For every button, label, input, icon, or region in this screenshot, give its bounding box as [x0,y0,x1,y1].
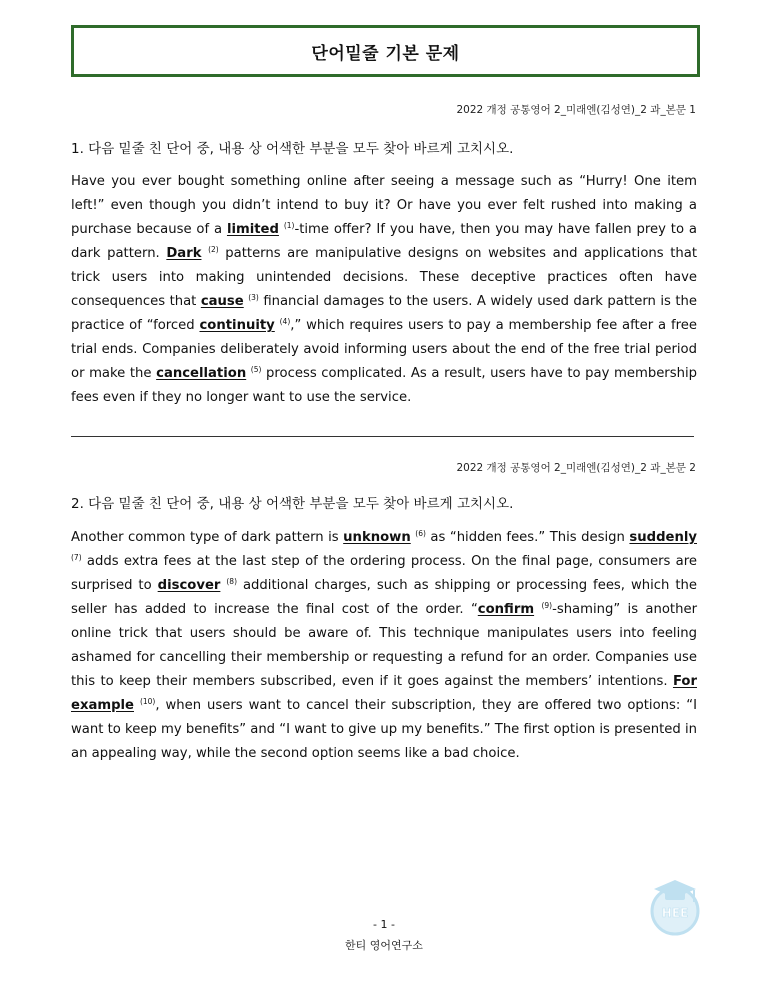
passage-text: as “hidden fees.” This design [425,530,630,545]
footer-label: 한티 영어연구소 [345,939,423,952]
passage-text: adds extra fees at the last step of the ordering process. On the final page, consumers are surprised to [71,554,697,593]
underlined-word-9: confirm [477,602,535,617]
page-number: - 1 - [373,918,395,931]
logo-text: HEE [661,906,689,920]
worksheet-title-text: 단어밑줄 기본 문제 [311,43,460,64]
passage-text: additional charges, such as shipping or processing fees, which the seller has added to increase the final cost of the order. “ [71,578,697,617]
underlined-word-4: continuity [199,318,275,333]
blank-number-8: (8) [226,577,237,586]
source-label-1: 2022 개정 공통영어 2_미래엔(김성연)_2 과_본문 1 [456,104,696,116]
blank-number-1: (1) [283,221,295,230]
passage-1 [71,170,697,410]
passage-text: -time offer? If you have, then you may have fallen prey to a dark pattern. [71,222,697,261]
blank-number-3: (3) [248,293,259,302]
passage-text: Another common type of dark pattern is [71,530,344,545]
passage-text: process complicated. As a result, users have to pay membership fees even if they no longer want to use the service. [71,366,697,405]
blank-number-5: (5) [250,365,262,374]
underlined-word-10: For example [71,674,697,713]
section-divider [71,436,694,437]
passage-text: patterns are manipulative designs on websites and applications that trick users into making unintended decisions. These deceptive practices often have consequences that [71,246,698,309]
underlined-word-6: unknown [343,530,411,545]
source-label-2: 2022 개정 공통영어 2_미래엔(김성연)_2 과_본문 2 [456,462,696,474]
underlined-word-2: Dark [166,246,202,261]
passage-text: , when users want to cancel their subscription, they are offered two options: “I want to keep my benefits” and “I want to give up my benefits.” The first option is presented in an appealing way, while the second option seems like a bad choice. [71,698,697,761]
blank-number-9: (9) [541,601,553,610]
passage-text: ,” which requires users to pay a membership fee after a free trial ends. Companies deliberately avoid informing users about the end of the free trial period or make the [71,318,697,381]
blank-number-6: (6) [415,529,426,538]
question-1: 1. 다음 밑줄 친 단어 중, 내용 상 어색한 부분을 모두 찾아 바르게 고치시오. [71,141,514,157]
underlined-word-5: cancellation [156,366,247,381]
passage-text: -shaming” is another online trick that users should be aware of. This technique manipulates users into feeling ashamed for cancelling their membership or requesting a refund for an order. Companies use this to keep their members subscribed, even if it goes against the members’ intentions. [71,602,697,689]
blank-number-4: (4) [279,317,291,326]
passage-text: financial damages to the users. A widely used dark pattern is the practice of “forced [71,294,697,333]
blank-number-10: (10) [139,697,156,706]
worksheet-title [71,25,700,77]
underlined-word-8: discover [157,578,221,593]
question-2: 2. 다음 밑줄 친 단어 중, 내용 상 어색한 부분을 모두 찾아 바르게 고치시오. [71,496,514,512]
blank-number-7: (7) [71,553,82,562]
passage-text: Have you ever bought something online after seeing a message such as “Hurry! One item left!” even though you didn’t intend to buy it? Or have you ever felt rushed into making a purchase because of a [71,174,697,237]
underlined-word-7: suddenly [629,530,697,545]
blank-number-2: (2) [208,245,219,254]
underlined-word-3: cause [200,294,244,309]
passage-2 [71,526,697,766]
underlined-word-1: limited [226,222,279,237]
